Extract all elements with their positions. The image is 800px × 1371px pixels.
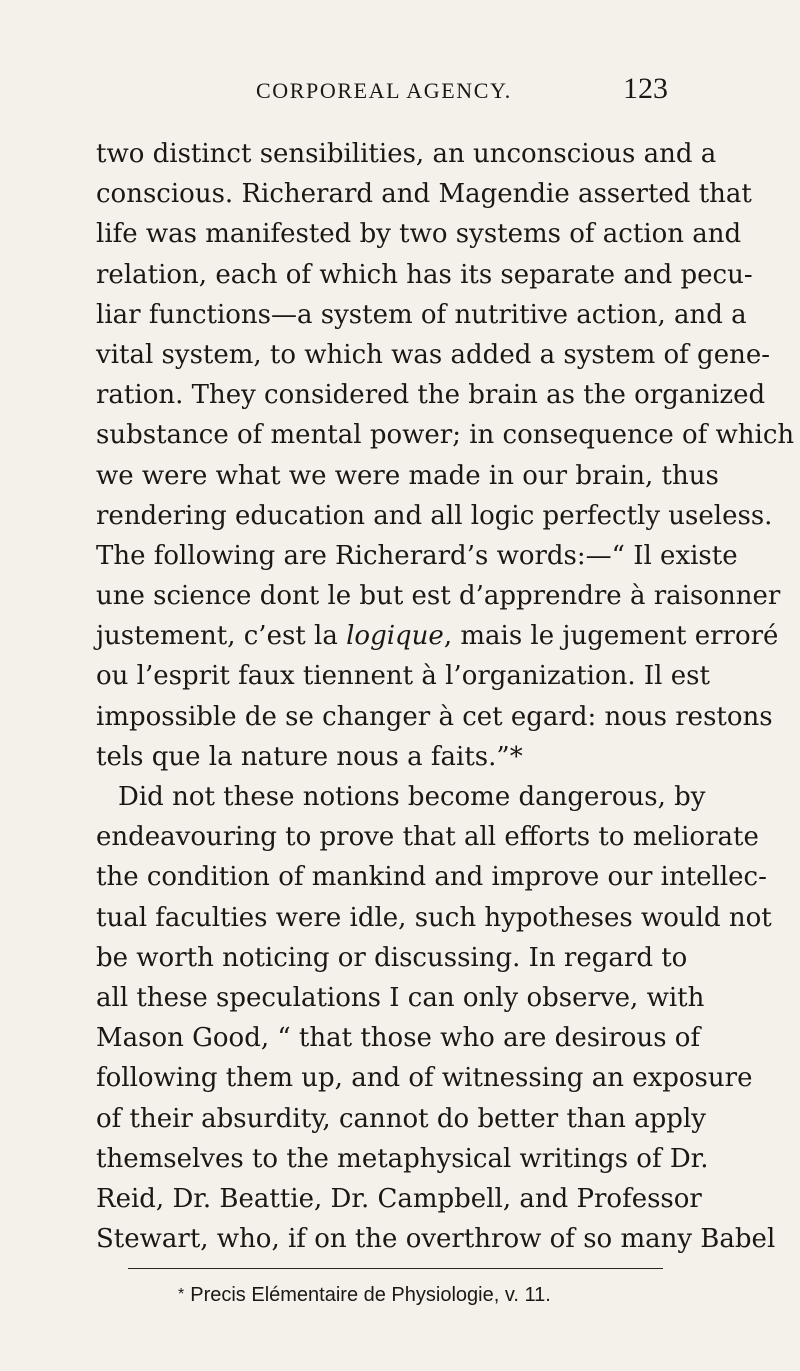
text-line: vital system, to which was added a system of gene- xyxy=(96,339,771,370)
footnote xyxy=(178,1282,551,1308)
text-line: conscious. Richerard and Magendie asserted that xyxy=(96,179,752,210)
page-number: 123 xyxy=(623,72,668,105)
footnote-mark: * xyxy=(178,1286,185,1303)
text-line: Stewart, who, if on the overthrow of so many Babel xyxy=(96,1224,776,1255)
text-line: justement, c’est la logique, mais le jugement erroré xyxy=(96,621,779,652)
text-line: substance of mental power; in consequence of which xyxy=(96,420,795,451)
text-line: une science dont le but est d’apprendre à raisonner xyxy=(96,581,781,612)
text-line: ration. They considered the brain as the organized xyxy=(96,380,766,411)
text-line: Did not these notions become dangerous, by xyxy=(118,782,706,812)
text-line: ou l’esprit faux tiennent à l’organization. Il est xyxy=(96,661,710,692)
footnote-text: Precis Elémentaire de Physiologie, v. 11. xyxy=(190,1284,551,1306)
text-line: The following are Richerard’s words:—“ Il existe xyxy=(96,540,738,571)
text-line: Reid, Dr. Beattie, Dr. Campbell, and Professor xyxy=(96,1183,702,1214)
running-head xyxy=(128,72,668,112)
text-line: themselves to the metaphysical writings of Dr. xyxy=(96,1143,709,1174)
text-line: impossible de se changer à cet egard: nous restons xyxy=(96,701,773,732)
text-line: endeavouring to prove that all efforts to meliorate xyxy=(96,822,759,853)
italic-word: logique xyxy=(346,621,444,652)
text-line: the condition of mankind and improve our intellec- xyxy=(96,862,767,893)
text-line: all these speculations I can only observe, with xyxy=(96,982,705,1013)
text-line: we were what we were made in our brain, thus xyxy=(96,460,719,491)
text-line: tels que la nature nous a faits.”* xyxy=(96,741,523,772)
text-line: of their absurdity, cannot do better than apply xyxy=(96,1103,706,1134)
text-line: liar functions—a system of nutritive action, and a xyxy=(96,299,747,330)
text-line: rendering education and all logic perfectly useless. xyxy=(96,500,773,531)
body-text xyxy=(96,134,795,1259)
text-line: be worth noticing or discussing. In regard to xyxy=(96,942,688,973)
text-line: two distinct sensibilities, an unconscious and a xyxy=(96,139,717,169)
text-line: life was manifested by two systems of action and xyxy=(96,219,742,250)
footnote-rule xyxy=(128,1268,663,1269)
text-line: Mason Good, “ that those who are desirous of xyxy=(96,1023,701,1054)
text-line: tual faculties were idle, such hypotheses would not xyxy=(96,902,772,933)
text-line: relation, each of which has its separate and pecu- xyxy=(96,259,753,290)
text-line: following them up, and of witnessing an exposure xyxy=(96,1063,753,1094)
running-title: CORPOREAL AGENCY. xyxy=(256,78,512,103)
